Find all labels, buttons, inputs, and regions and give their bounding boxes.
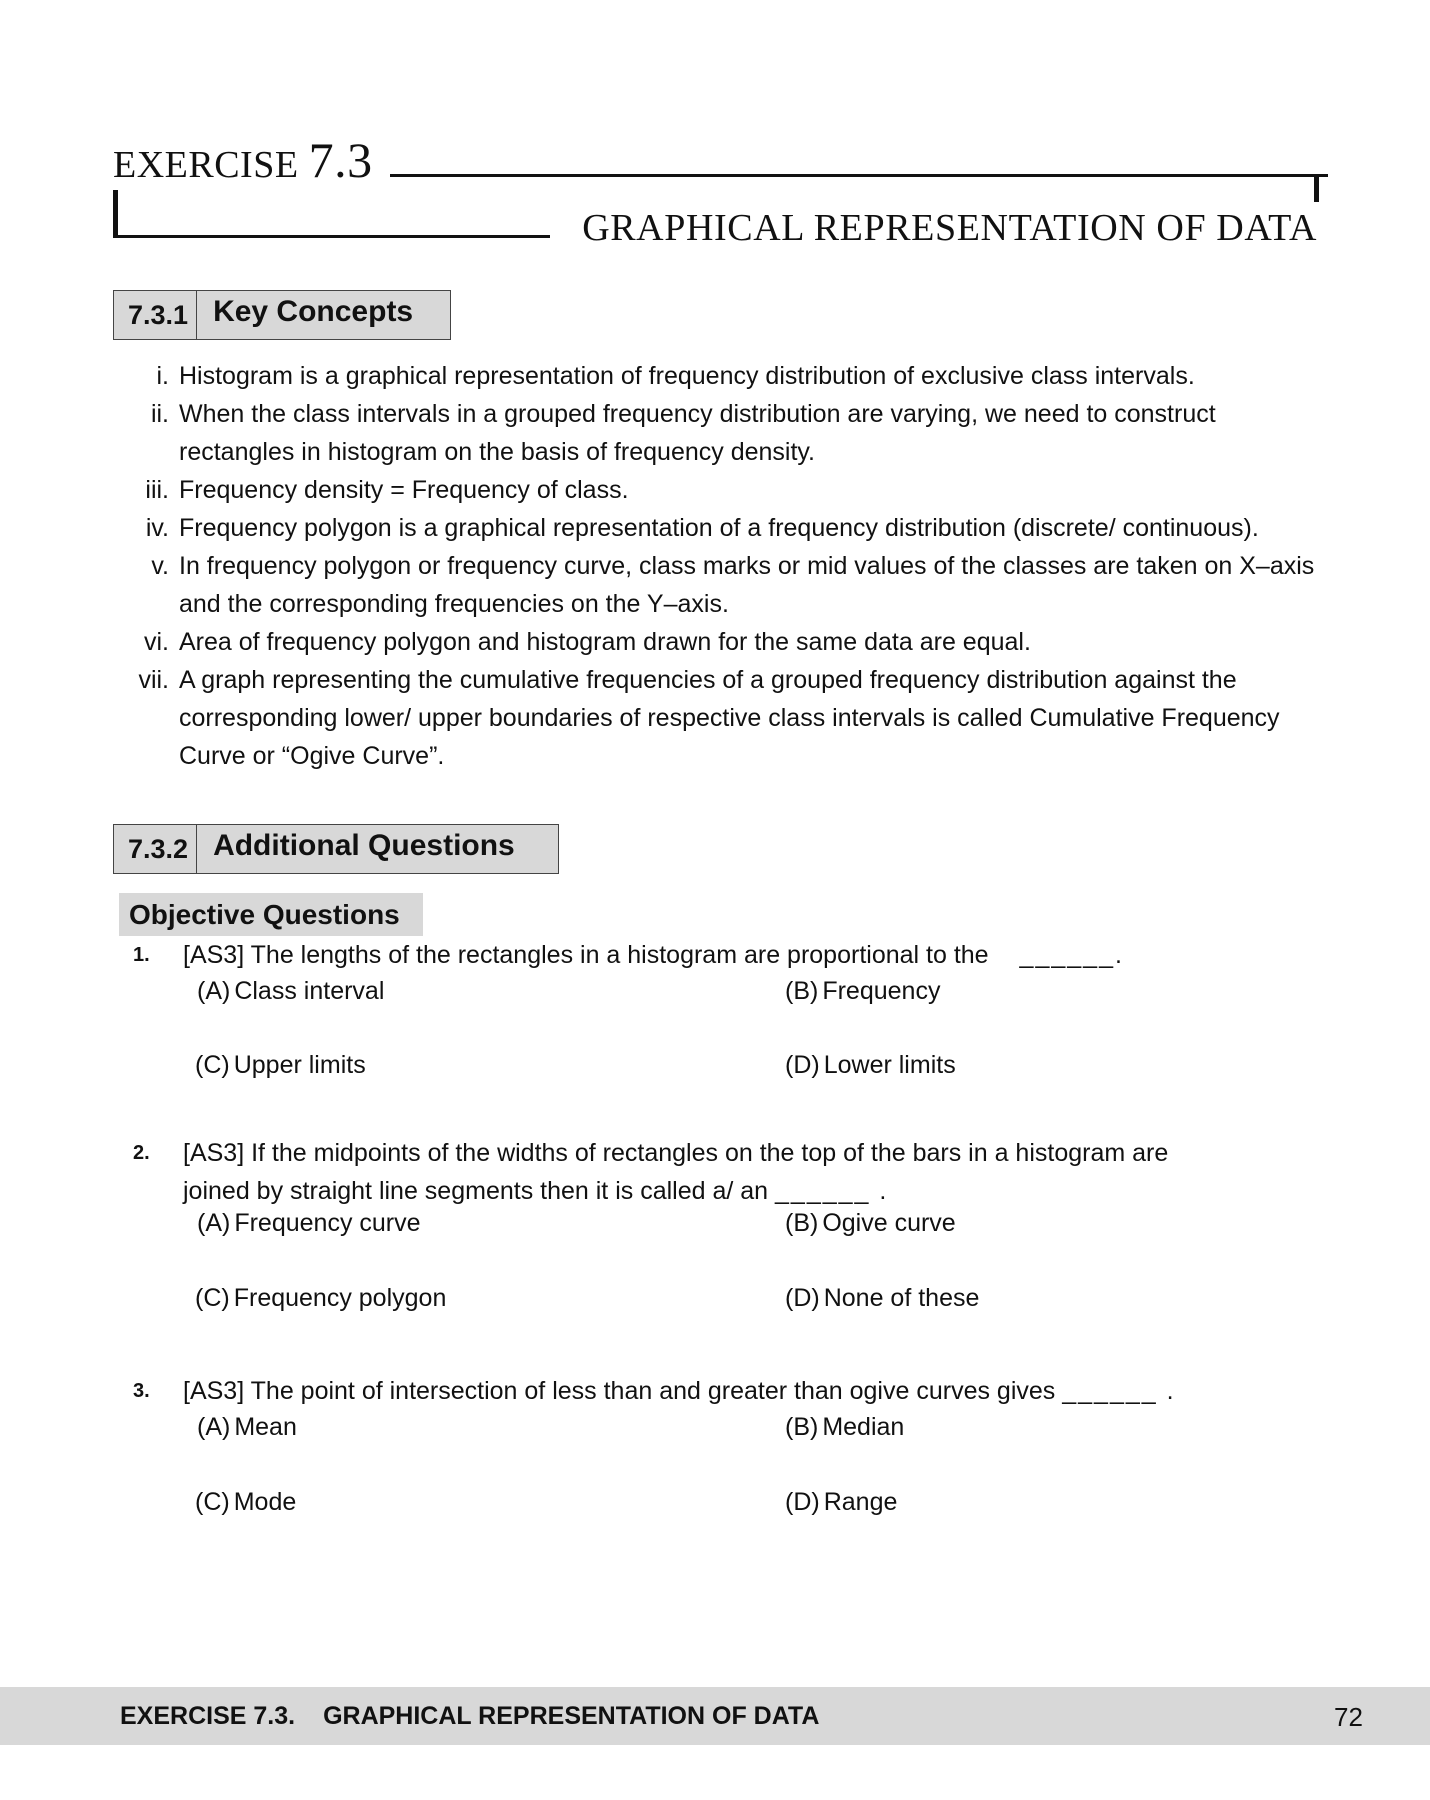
option-text: Upper limits (233, 1051, 366, 1079)
option-text: Frequency polygon (233, 1284, 447, 1312)
list-item (113, 547, 1328, 623)
option-letter: (C) (195, 1051, 230, 1079)
header-rule-top (390, 174, 1328, 177)
list-item (113, 471, 1328, 509)
list-marker: ii. (150, 400, 169, 428)
footer-title: GRAPHICAL REPRESENTATION OF DATA (323, 1702, 820, 1730)
option-letter: (A) (197, 1209, 231, 1237)
option-b[interactable] (785, 974, 940, 1008)
option-letter: (B) (785, 1413, 819, 1441)
key-concepts-list (113, 357, 1328, 775)
answer-blank: ______ . (775, 1177, 889, 1205)
option-text: Range (823, 1488, 898, 1516)
page-footer (0, 1687, 1430, 1745)
option-text: Lower limits (823, 1051, 956, 1079)
option-text: None of these (823, 1284, 980, 1312)
header-rule-right-tick (1314, 174, 1319, 202)
question-text-line-2: joined by straight line segments then it is called a/ an (183, 1177, 769, 1205)
list-text: In frequency polygon or frequency curve, class marks or mid values of the classes are taken on X–axis and the corresponding frequencies on the Y–axis. (179, 552, 1315, 618)
objective-questions-label: Objective Questions (119, 893, 423, 936)
option-letter: (A) (197, 1413, 231, 1441)
page-number: 72 (1334, 1702, 1363, 1732)
section-number: 7.3.1 (114, 291, 197, 339)
option-letter: (D) (785, 1488, 820, 1516)
option-d[interactable] (785, 1281, 979, 1315)
answer-blank: ______ . (1062, 1377, 1176, 1405)
option-a[interactable] (197, 1206, 421, 1240)
list-marker: iv. (145, 514, 169, 542)
list-item (113, 395, 1328, 471)
question-number: 3. (133, 1380, 150, 1402)
option-c[interactable] (195, 1281, 446, 1315)
question-options (113, 974, 1328, 1084)
list-text: A graph representing the cumulative frequencies of a grouped frequency distribution against the corresponding lower/ upper boundaries of respective class intervals is called Cumulative Frequency Curve or “Ogive Curve”. (179, 666, 1280, 770)
exercise-title (113, 132, 373, 188)
page-header (113, 130, 1315, 260)
option-d[interactable] (785, 1048, 956, 1082)
question-stem (113, 1372, 1328, 1410)
option-a[interactable] (197, 1410, 297, 1444)
list-text: Frequency density = Frequency of class. (179, 476, 629, 504)
option-letter: (B) (785, 1209, 819, 1237)
option-text: Mode (233, 1488, 297, 1516)
exercise-number: 7.3 (308, 132, 373, 188)
list-marker: i. (156, 362, 169, 390)
answer-blank: ______. (1019, 941, 1124, 969)
footer-chapter: EXERCISE 7.3. (120, 1702, 296, 1730)
list-text: Area of frequency polygon and histogram drawn for the same data are equal. (179, 628, 1031, 656)
question-text-line-1: [AS3] If the midpoints of the widths of rectangles on the top of the bars in a histogram are (183, 1139, 1169, 1167)
list-text: When the class intervals in a grouped frequency distribution are varying, we need to construct rectangles in histogram on the basis of frequency density. (179, 400, 1216, 466)
option-text: Frequency curve (234, 1209, 421, 1237)
list-item (113, 623, 1328, 661)
footer-running-title (120, 1687, 819, 1745)
option-c[interactable] (195, 1485, 296, 1519)
option-text: Ogive curve (822, 1209, 956, 1237)
section-title: Additional Questions (213, 829, 515, 862)
list-marker: vii. (138, 666, 169, 694)
question-3 (113, 1372, 1328, 1520)
list-text: Frequency polygon is a graphical representation of a frequency distribution (discrete/ continuous). (179, 514, 1259, 542)
option-text: Mean (234, 1413, 297, 1441)
section-heading-additional-questions (113, 824, 559, 874)
list-marker: v. (151, 552, 169, 580)
option-letter: (B) (785, 977, 819, 1005)
option-d[interactable] (785, 1485, 897, 1519)
question-options (113, 1410, 1328, 1520)
question-number: 2. (133, 1142, 150, 1164)
list-item (113, 509, 1328, 547)
option-text: Class interval (234, 977, 385, 1005)
option-a[interactable] (197, 974, 384, 1008)
question-options (113, 1210, 1328, 1320)
option-text: Frequency (822, 977, 941, 1005)
header-rule-bottom (113, 235, 550, 238)
list-item (113, 357, 1328, 395)
question-2 (113, 1134, 1328, 1320)
option-b[interactable] (785, 1410, 904, 1444)
option-b[interactable] (785, 1206, 956, 1240)
section-title: Key Concepts (213, 295, 414, 328)
header-rule-left-tick (113, 190, 118, 238)
section-heading-key-concepts (113, 290, 451, 340)
question-stem (113, 1134, 1328, 1210)
question-text: [AS3] The point of intersection of less than and greater than ogive curves gives (183, 1377, 1056, 1405)
option-letter: (D) (785, 1284, 820, 1312)
option-c[interactable] (195, 1048, 366, 1082)
option-text: Median (822, 1413, 905, 1441)
question-number: 1. (133, 944, 150, 966)
list-text: Histogram is a graphical representation of frequency distribution of exclusive class intervals. (179, 362, 1195, 390)
option-letter: (A) (197, 977, 231, 1005)
section-number: 7.3.2 (114, 825, 197, 873)
option-letter: (D) (785, 1051, 820, 1079)
option-letter: (C) (195, 1284, 230, 1312)
exercise-subtitle: GRAPHICAL REPRESENTATION OF DATA (582, 207, 1317, 249)
list-marker: iii. (145, 476, 169, 504)
list-item (113, 661, 1328, 775)
question-stem (113, 936, 1328, 974)
exercise-word: EXERCISE (113, 144, 299, 186)
question-1 (113, 936, 1328, 1084)
option-letter: (C) (195, 1488, 230, 1516)
question-text: [AS3] The lengths of the rectangles in a histogram are proportional to the (183, 941, 989, 969)
list-marker: vi. (144, 628, 169, 656)
